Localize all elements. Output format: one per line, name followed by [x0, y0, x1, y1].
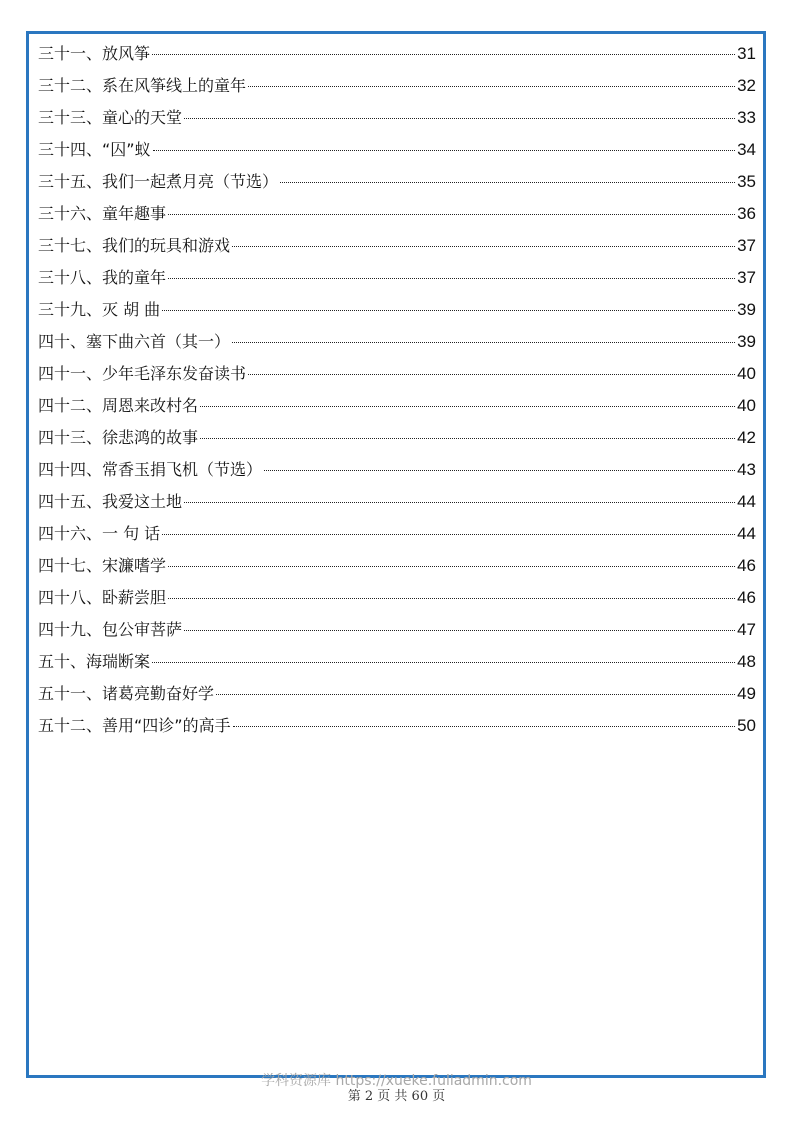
toc-dot-leader: [232, 342, 735, 343]
toc-dot-leader: [264, 470, 735, 471]
toc-entry-page: 39: [737, 300, 756, 319]
toc-entry-title: 四十九、包公审菩萨: [38, 620, 183, 639]
toc-entry-title: 三十四、“囚”蚁: [38, 140, 151, 159]
toc-entry-page: 40: [737, 396, 756, 415]
toc-entry[interactable]: [38, 486, 756, 518]
toc-dot-leader: [168, 278, 735, 279]
toc-entry[interactable]: [38, 422, 756, 454]
toc-dot-leader: [152, 662, 735, 663]
toc-entry[interactable]: [38, 38, 756, 70]
toc-entry[interactable]: [38, 166, 756, 198]
toc-entry-page: 48: [737, 652, 756, 671]
toc-entry-page: 49: [737, 684, 756, 703]
toc-entry[interactable]: [38, 550, 756, 582]
toc-entry-page: 34: [737, 140, 756, 159]
toc-entry[interactable]: [38, 326, 756, 358]
toc-entry-page: 46: [737, 588, 756, 607]
toc-entry-page: 37: [737, 236, 756, 255]
toc-entry-title: 四十一、少年毛泽东发奋读书: [38, 364, 247, 383]
toc-entry-title: 四十七、宋濂嗜学: [38, 556, 167, 575]
toc-entry-page: 44: [737, 524, 756, 543]
toc-entry-title: 三十九、灭 胡 曲: [38, 300, 161, 319]
toc-entry-page: 47: [737, 620, 756, 639]
toc-dot-leader: [248, 374, 735, 375]
toc-entry-title: 三十一、放风筝: [38, 44, 151, 63]
toc-dot-leader: [232, 246, 735, 247]
toc-dot-leader: [184, 502, 735, 503]
toc-entry[interactable]: [38, 230, 756, 262]
toc-dot-leader: [168, 566, 735, 567]
toc-dot-leader: [168, 598, 735, 599]
toc-entry[interactable]: [38, 518, 756, 550]
toc-entry[interactable]: [38, 646, 756, 678]
toc-entry[interactable]: [38, 614, 756, 646]
toc-entry-page: 35: [737, 172, 756, 191]
toc-entry[interactable]: [38, 582, 756, 614]
toc-entry-page: 36: [737, 204, 756, 223]
toc-entry-page: 44: [737, 492, 756, 511]
toc-entry-title: 三十七、我们的玩具和游戏: [38, 236, 231, 255]
toc-entry-page: 33: [737, 108, 756, 127]
toc-entry-title: 三十五、我们一起煮月亮（节选）: [38, 172, 279, 191]
toc-entry[interactable]: [38, 262, 756, 294]
toc-entry[interactable]: [38, 102, 756, 134]
toc-entry-page: 32: [737, 76, 756, 95]
toc-entry[interactable]: [38, 294, 756, 326]
toc-entry-title: 三十六、童年趣事: [38, 204, 167, 223]
toc-entry[interactable]: [38, 134, 756, 166]
toc-dot-leader: [162, 310, 735, 311]
toc-entry-title: 四十、塞下曲六首（其一）: [38, 332, 231, 351]
toc-entry[interactable]: [38, 358, 756, 390]
toc-dot-leader: [162, 534, 735, 535]
page-footer: 第 2 页 共 60 页: [347, 1089, 446, 1104]
toc-entry-page: 40: [737, 364, 756, 383]
toc-entry[interactable]: [38, 198, 756, 230]
toc-entry[interactable]: [38, 390, 756, 422]
toc-dot-leader: [184, 118, 735, 119]
toc-entry-title: 五十二、善用“四诊”的高手: [38, 716, 231, 735]
toc-entry[interactable]: [38, 70, 756, 102]
toc-entry[interactable]: [38, 710, 756, 742]
toc-dot-leader: [233, 726, 735, 727]
toc-dot-leader: [168, 214, 735, 215]
toc-entry-page: 39: [737, 332, 756, 351]
toc-dot-leader: [248, 86, 735, 87]
toc-dot-leader: [200, 438, 735, 439]
toc-dot-leader: [200, 406, 735, 407]
toc-entry-title: 四十八、卧薪尝胆: [38, 588, 167, 607]
toc-entry-page: 50: [737, 716, 756, 735]
toc-entry-title: 四十六、一 句 话: [38, 524, 161, 543]
toc-entry-page: 46: [737, 556, 756, 575]
toc-dot-leader: [184, 630, 735, 631]
toc-entry-title: 四十三、徐悲鸿的故事: [38, 428, 199, 447]
toc-dot-leader: [216, 694, 735, 695]
toc-entry-page: 37: [737, 268, 756, 287]
toc-entry-page: 42: [737, 428, 756, 447]
toc-dot-leader: [280, 182, 735, 183]
toc-entry[interactable]: [38, 678, 756, 710]
toc-entry-title: 四十五、我爱这土地: [38, 492, 183, 511]
toc-entry-title: 五十一、诸葛亮勤奋好学: [38, 684, 215, 703]
toc-dot-leader: [153, 150, 735, 151]
toc-entry-title: 四十四、常香玉捐飞机（节选）: [38, 460, 263, 479]
toc-entry-page: 31: [737, 44, 756, 63]
toc-entry-title: 四十二、周恩来改村名: [38, 396, 199, 415]
watermark: 学科资源库 https://xueke.fuliadmin.com: [261, 1073, 532, 1089]
toc-entry-title: 三十二、系在风筝线上的童年: [38, 76, 247, 95]
toc-entry-page: 43: [737, 460, 756, 479]
toc-entry-title: 五十、海瑞断案: [38, 652, 151, 671]
toc-entry[interactable]: [38, 454, 756, 486]
toc-dot-leader: [152, 54, 735, 55]
toc-entry-title: 三十八、我的童年: [38, 268, 167, 287]
table-of-contents: [38, 38, 756, 742]
toc-entry-title: 三十三、童心的天堂: [38, 108, 183, 127]
